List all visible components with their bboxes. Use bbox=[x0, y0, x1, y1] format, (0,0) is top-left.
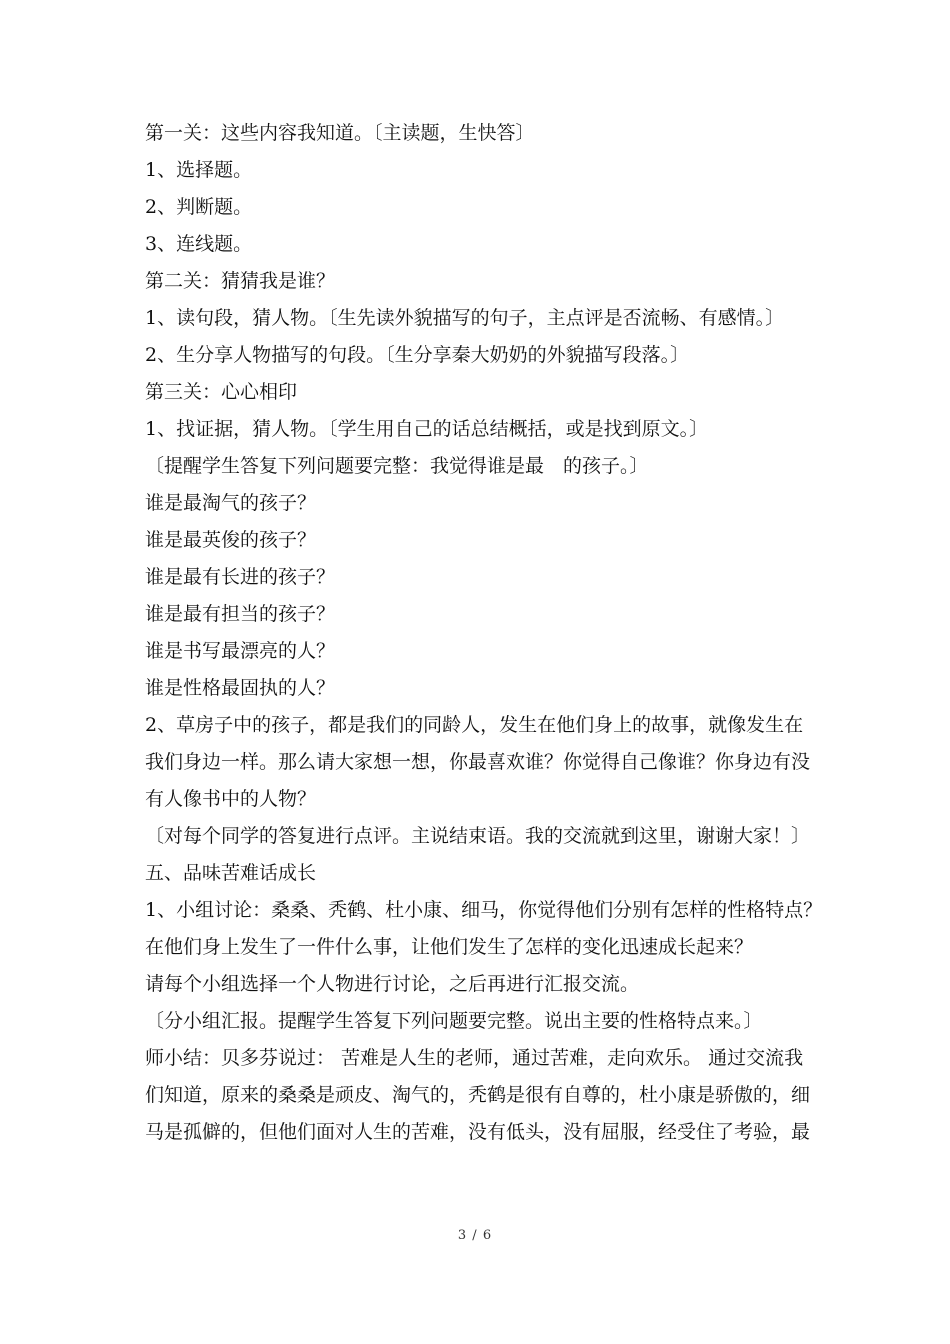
section-heading: 第三关：心心相印 bbox=[145, 381, 298, 403]
question-line: 谁是性格最固执的人？ bbox=[145, 677, 336, 699]
page-number: 3 / 6 bbox=[457, 1228, 493, 1243]
text-line: 2、判断题。 bbox=[145, 196, 253, 218]
question-line: 谁是书写最漂亮的人？ bbox=[145, 640, 336, 662]
text-line: 2、草房子中的孩子，都是我们的同龄人，发生在他们身上的故事，就像发生在 bbox=[145, 714, 804, 736]
question-line: 谁是最淘气的孩子？ bbox=[145, 492, 317, 514]
section-heading: 第一关：这些内容我知道。〔主读题，生快答〕 bbox=[145, 122, 535, 144]
text-line: 在他们身上发生了一件什么事，让他们发生了怎样的变化迅速成长起来？ bbox=[145, 936, 754, 958]
question-line: 谁是最英俊的孩子？ bbox=[145, 529, 317, 551]
text-line: 1、找证据，猜人物。〔学生用自己的话总结概括，或是找到原文。〕 bbox=[145, 418, 709, 440]
text-line: 〔分小组汇报。提醒学生答复下列问题要完整。说出主要的性格特点来。〕 bbox=[145, 1010, 763, 1032]
question-line: 谁是最有长进的孩子？ bbox=[145, 566, 336, 588]
section-heading: 五、品味苦难话成长 bbox=[145, 862, 317, 884]
text-line: 们知道，原来的桑桑是顽皮、淘气的，秃鹤是很有自尊的，杜小康是骄傲的，细 bbox=[145, 1084, 811, 1106]
text-line: 请每个小组选择一个人物进行讨论，之后再进行汇报交流。 bbox=[145, 973, 640, 995]
text-line: 1、读句段，猜人物。〔生先读外貌描写的句子，主点评是否流畅、有感情。〕 bbox=[145, 307, 785, 329]
text-line: 〔对每个同学的答复进行点评。主说结束语。我的交流就到这里，谢谢大家！〕 bbox=[145, 825, 811, 847]
text-line: 〔提醒学生答复下列问题要完整：我觉得谁是最 的孩子。〕 bbox=[145, 455, 649, 477]
text-line: 1、小组讨论：桑桑、秃鹤、杜小康、细马，你觉得他们分别有怎样的性格特点？ bbox=[145, 899, 823, 921]
question-line: 谁是最有担当的孩子？ bbox=[145, 603, 336, 625]
text-line: 马是孤僻的，但他们面对人生的苦难，没有低头，没有屈服，经受住了考验，最 bbox=[145, 1121, 811, 1143]
text-line: 1、选择题。 bbox=[145, 159, 253, 181]
text-line: 我们身边一样。那么请大家想一想，你最喜欢谁？你觉得自己像谁？你身边有没 bbox=[145, 751, 811, 773]
document-body bbox=[145, 115, 825, 1151]
text-line: 2、生分享人物描写的句段。〔生分享秦大奶奶的外貌描写段落。〕 bbox=[145, 344, 690, 366]
text-line: 3、连线题。 bbox=[145, 233, 253, 255]
text-line: 有人像书中的人物？ bbox=[145, 788, 317, 810]
section-heading: 第二关：猜猜我是谁？ bbox=[145, 270, 336, 292]
text-line: 师小结：贝多芬说过： 苦难是人生的老师，通过苦难，走向欢乐。 通过交流我 bbox=[145, 1047, 804, 1069]
